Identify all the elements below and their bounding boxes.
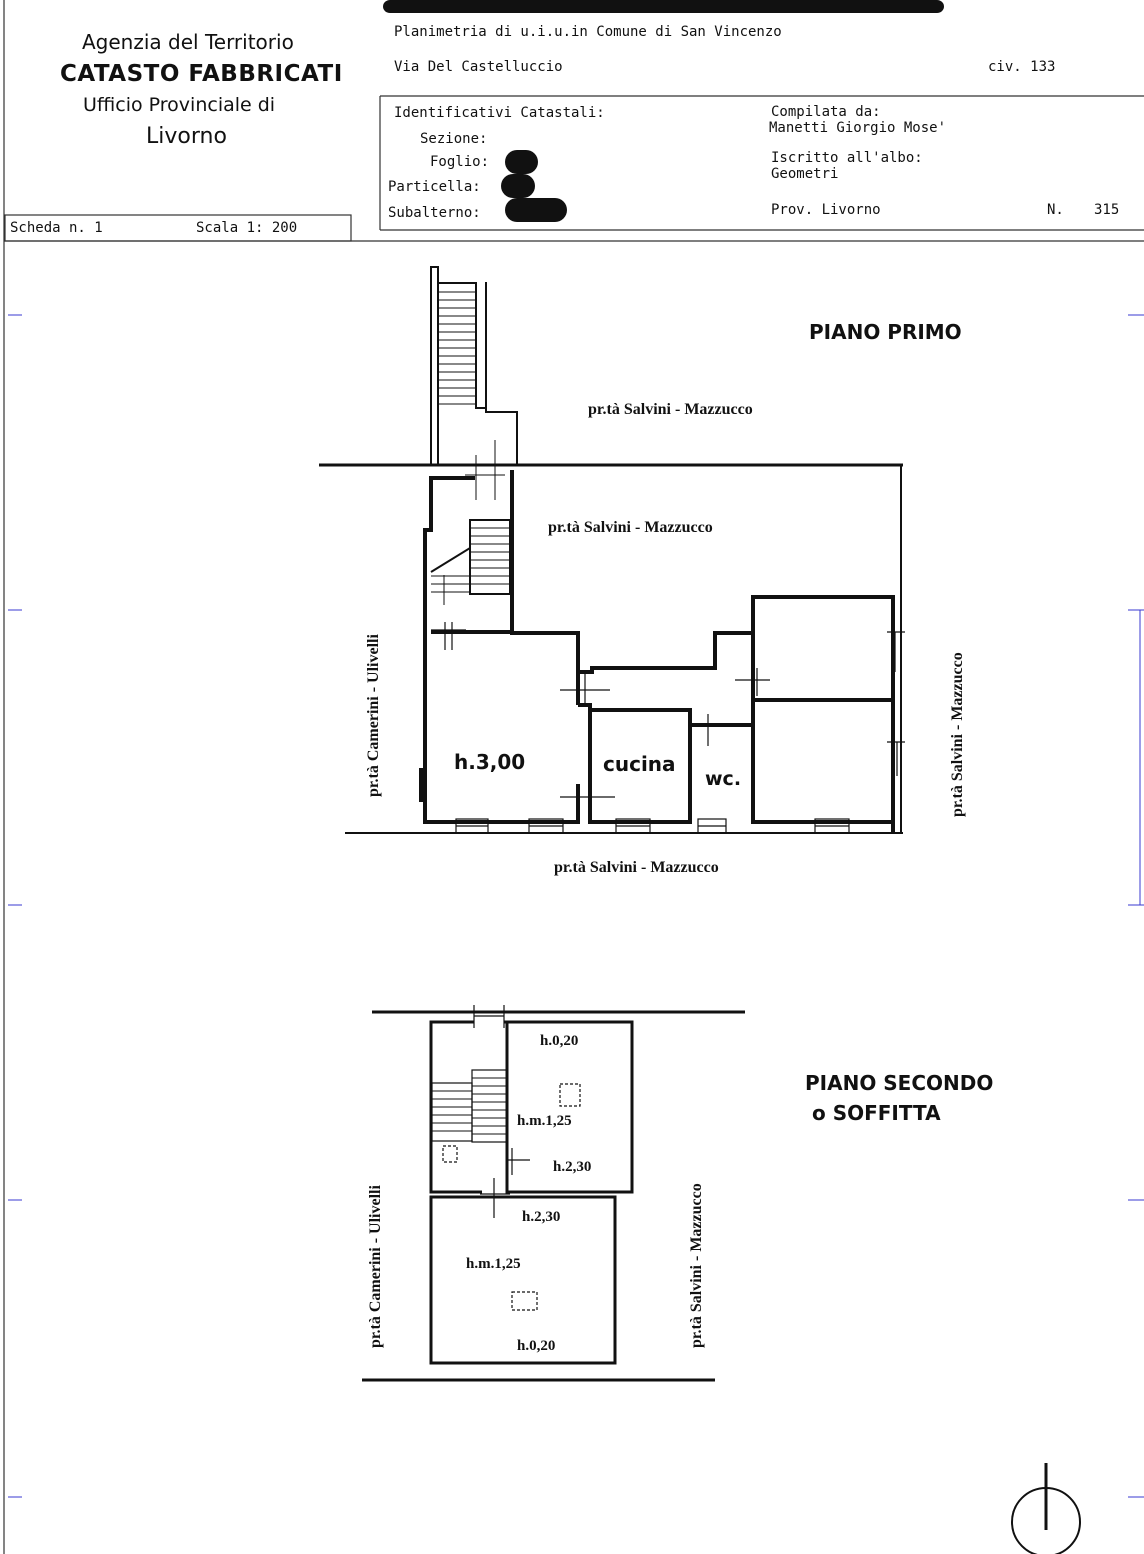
lower-room-h-bottom: h.0,20 [517,1338,556,1354]
wc-label: wc. [705,768,742,790]
neighbor-right-label-2: pr.tà Salvini - Mazzucco [688,1183,705,1348]
compiled-by-name: Manetti Giorgio Mose' [769,120,947,136]
page-frame [4,0,1144,1554]
province: Prov. Livorno [771,202,881,218]
upper-room-h-top: h.0,20 [540,1033,579,1049]
civic-number: civ. 133 [988,59,1056,75]
second-floor-walls [431,1022,632,1363]
foglio-redaction [505,150,538,174]
plan-title: Planimetria di u.i.u.in Comune di San Vincenzo [394,24,782,40]
upper-room-h-mid: h.m.1,25 [517,1113,572,1129]
lower-room-h-top: h.2,30 [522,1209,561,1225]
kitchen-label: cucina [603,752,676,776]
upper-room-h-bottom: h.2,30 [553,1159,592,1175]
neighbor-left-label-2: pr.tà Camerini - Ulivelli [367,1185,384,1348]
north-arrow-icon [1012,1463,1080,1554]
catasto-line: CATASTO FABBRICATI [60,61,343,87]
neighbor-bottom-label: pr.tà Salvini - Mazzucco [554,859,719,876]
first-floor-plan [319,267,905,833]
top-redaction-bar [383,0,944,13]
exterior-stair-treads [438,292,476,404]
particella-redaction [501,174,535,198]
office-line: Ufficio Provinciale di [83,94,276,116]
neighbor-inner-label: pr.tà Salvini - Mazzucco [548,519,713,536]
compiled-by-label: Compilata da: [771,104,881,120]
margin-ticks [8,315,1144,1497]
second-floor-title-1: PIANO SECONDO [805,1071,994,1095]
neighbor-right-label: pr.tà Salvini - Mazzucco [949,652,966,817]
particella-label: Particella: [388,179,481,195]
subalterno-label: Subalterno: [388,205,481,221]
exterior-stair [431,267,517,465]
scheda-label: Scheda n. 1 [10,220,103,236]
second-floor-title-2: o SOFFITTA [812,1101,941,1125]
room-height-label: h.3,00 [454,750,526,774]
neighbor-left-label: pr.tà Camerini - Ulivelli [365,634,382,797]
agency-line: Agenzia del Territorio [82,30,294,54]
identifiers-title: Identificativi Catastali: [394,105,605,121]
sezione-label: Sezione: [420,131,488,147]
register-label: Iscritto all'albo: [771,150,923,166]
city-line: Livorno [146,124,227,149]
internal-stair [431,520,510,594]
first-floor-doors [431,622,905,815]
number-value: 315 [1094,202,1120,218]
subalterno-redaction [505,198,567,222]
lower-room-h-mid: h.m.1,25 [466,1256,521,1272]
first-floor-title: PIANO PRIMO [809,320,962,344]
scala-label: Scala 1: 200 [196,220,298,236]
foglio-label: Foglio: [430,154,490,170]
register-value: Geometri [771,166,839,182]
neighbor-top-label: pr.tà Salvini - Mazzucco [588,401,753,418]
street: Via Del Castelluccio [394,59,563,75]
number-label: N. [1047,202,1064,218]
